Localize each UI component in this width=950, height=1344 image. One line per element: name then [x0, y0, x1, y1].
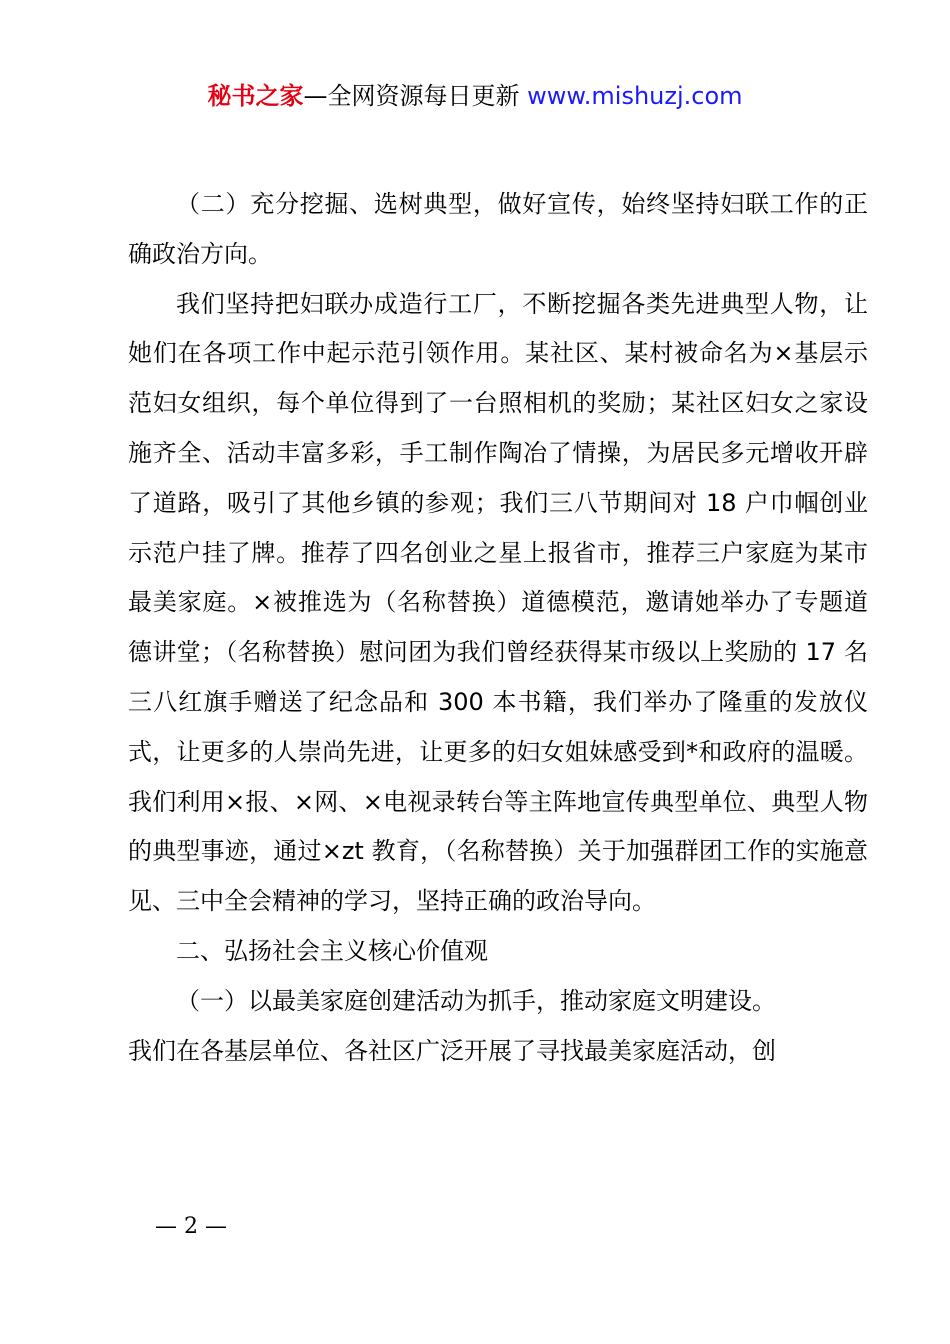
paragraph-family-activity: 我们在各基层单位、各社区广泛开展了寻找最美家庭活动，创 [128, 1036, 776, 1065]
page-number: — 2 — [155, 1214, 227, 1239]
header-tagline: —全网资源每日更新 [303, 82, 520, 110]
paragraph-typical-promotion: 我们坚持把妇联办成造行工厂，不断挖掘各类先进典型人物，让她们在各项工作中起示范引领作用。某社区、某村被命名为×基层示范妇女组织，每个单位得到了一台照相机的奖励；某社区妇女之家设施齐全、活动丰富多彩，手工制作陶冶了情操，为居民多元增收开辟了道路，吸引了其他乡镇的参观；我们三八节期间对 18 户巾帼创业示范户挂了牌。推荐了四名创业之星上报省市，推荐三户家庭为某市最美家庭。×被推选为（名称替换）道德模范，邀请她举办了专题道德讲堂；（名称替换）慰问团为我们曾经获得某市级以上奖励的 17 名三八红旗手赠送了纪念品和 300 本书籍，我们举办了隆重的发放仪式，让更多的人崇尚先进，让更多的妇女姐妹感受到*和政府的温暖。我们利用×报、×网、×电视录转台等主阵地宣传典型单位、典型人物的典型事迹，通过×zt 教育，（名称替换）关于加强群团工作的实施意见、三中全会精神的学习，坚持正确的政治导向。 [128, 289, 868, 916]
document-body [128, 180, 868, 1076]
brand-name: 秘书之家 [207, 82, 304, 110]
paragraph-subheading-2: （二）充分挖掘、选树典型，做好宣传，始终坚持妇联工作的正确政治方向。 [128, 190, 868, 268]
paragraph-subheading-1: （一）以最美家庭创建活动为抓手，推动家庭文明建设。 [176, 986, 776, 1015]
section-heading-2: 二、弘扬社会主义核心价值观 [176, 936, 488, 965]
site-url[interactable]: www.mishuzj.com [527, 82, 743, 110]
page-header [0, 80, 950, 112]
